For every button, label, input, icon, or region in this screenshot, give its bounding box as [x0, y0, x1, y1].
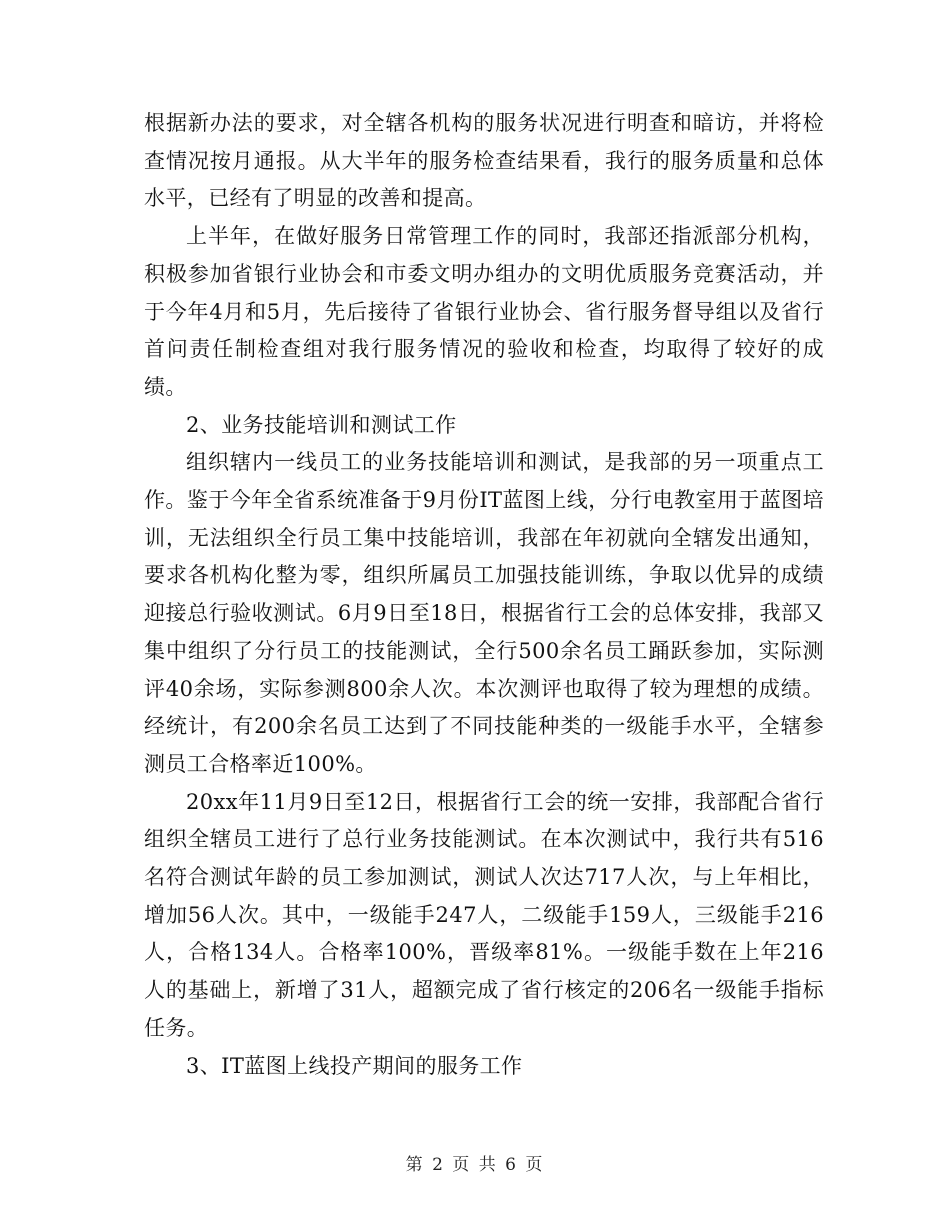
paragraph-4: 20xx年11月9日至12日，根据省行工会的统一安排，我部配合省行组织全辖员工进行了总行业务技能测试。在本次测试中，我行共有516名符合测试年龄的员工参加测试，测试人次达717人次，与上年相比，增加56人次。其中，一级能手247人，二级能手159人，三级能手216人，合格134人。合格率100%，晋级率81%。一级能手数在上年216人的基础上，新增了31人，超额完成了省行核定的206名一级能手指标任务。 [144, 789, 824, 1040]
document-body [144, 105, 824, 1085]
page-number-footer: 第 2 页 共 6 页 [405, 1155, 545, 1175]
paragraph-3: 组织辖内一线员工的业务技能培训和测试，是我部的另一项重点工作。鉴于今年全省系统准备于9月份IT蓝图上线，分行电教室用于蓝图培训，无法组织全行员工集中技能培训，我部在年初就向全辖发出通知，要求各机构化整为零，组织所属员工加强技能训练，争取以优异的成绩迎接总行验收测试。6月9日至18日，根据省行工会的总体安排，我部又集中组织了分行员工的技能测试，全行500余名员工踊跃参加，实际测评40余场，实际参测800余人次。本次测评也取得了较为理想的成绩。经统计，有200余名员工达到了不同技能种类的一级能手水平，全辖参测员工合格率近100%。 [144, 450, 824, 776]
paragraph-2: 上半年，在做好服务日常管理工作的同时，我部还指派部分机构，积极参加省银行业协会和市委文明办组办的文明优质服务竞赛活动，并于今年4月和5月，先后接待了省银行业协会、省行服务督导组以及省行首问责任制检查组对我行服务情况的验收和检查，均取得了较好的成绩。 [144, 224, 824, 399]
paragraph-1: 根据新办法的要求，对全辖各机构的服务状况进行明查和暗访，并将检查情况按月通报。从大半年的服务检查结果看，我行的服务质量和总体水平，已经有了明显的改善和提高。 [144, 111, 824, 211]
section-heading-3: 3、IT蓝图上线投产期间的服务工作 [186, 1053, 523, 1078]
section-heading-2: 2、业务技能培训和测试工作 [186, 412, 457, 437]
